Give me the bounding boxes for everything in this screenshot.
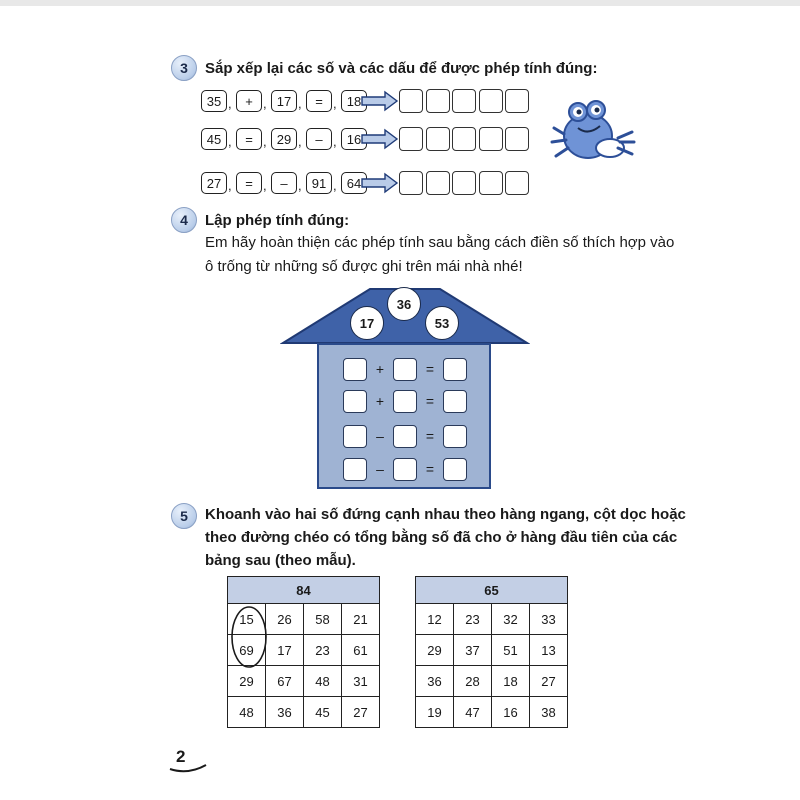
table-cell[interactable]: 31 (342, 666, 380, 697)
table-cell[interactable]: 38 (530, 697, 568, 728)
task-5-line-2: theo đường chéo có tổng bằng số đã cho ở hàng đầu tiên của các (205, 529, 678, 546)
comma-separator: , (263, 96, 267, 111)
house-answer-box[interactable] (343, 425, 367, 448)
answer-box[interactable] (479, 89, 503, 113)
answer-box[interactable] (399, 127, 423, 151)
table-cell[interactable]: 37 (454, 635, 492, 666)
right-arrow-icon (361, 90, 399, 112)
task-3-number: 3 (180, 60, 188, 76)
table-cell[interactable]: 67 (266, 666, 304, 697)
comma-separator: , (333, 178, 337, 193)
table-row (228, 666, 380, 697)
table-2-target: 65 (416, 577, 568, 604)
token-box: 35 (201, 90, 227, 112)
answer-box[interactable] (399, 171, 423, 195)
table-cell[interactable]: 23 (454, 604, 492, 635)
table-cell[interactable]: 23 (304, 635, 342, 666)
token-box: 27 (201, 172, 227, 194)
house-body (317, 343, 491, 489)
sum-table-2 (415, 576, 568, 728)
comma-separator: , (298, 134, 302, 149)
roof-number-3: 53 (425, 306, 459, 340)
page-number-swoosh (168, 745, 208, 775)
comma-separator: , (263, 134, 267, 149)
operator-sign: – (376, 428, 384, 444)
task-5-badge (171, 503, 197, 529)
table-cell[interactable]: 16 (492, 697, 530, 728)
house-answer-box[interactable] (393, 358, 417, 381)
table-cell[interactable]: 48 (304, 666, 342, 697)
table-cell[interactable]: 15 (228, 604, 266, 635)
token-box: 17 (271, 90, 297, 112)
answer-box[interactable] (426, 89, 450, 113)
table-cell[interactable]: 69 (228, 635, 266, 666)
table-cell[interactable]: 61 (342, 635, 380, 666)
comma-separator: , (298, 178, 302, 193)
answer-box[interactable] (479, 171, 503, 195)
task-3-badge (171, 55, 197, 81)
table-row (416, 635, 568, 666)
token-box: 16 (341, 128, 367, 150)
table-row (416, 697, 568, 728)
table-cell[interactable]: 17 (266, 635, 304, 666)
equals-sign: = (425, 428, 435, 444)
house-answer-box[interactable] (343, 390, 367, 413)
table-cell[interactable]: 12 (416, 604, 454, 635)
answer-box[interactable] (426, 127, 450, 151)
answer-box[interactable] (479, 127, 503, 151)
task-3-title: Sắp xếp lại các số và các dấu để được phép tính đúng: (205, 60, 598, 77)
frog-icon (548, 98, 638, 170)
table-cell[interactable]: 28 (454, 666, 492, 697)
answer-box[interactable] (399, 89, 423, 113)
comma-separator: , (333, 134, 337, 149)
equals-sign: = (425, 361, 435, 377)
table-cell[interactable]: 27 (342, 697, 380, 728)
task-5-line-3: bảng sau (theo mẫu). (205, 552, 356, 569)
table-cell[interactable]: 29 (416, 635, 454, 666)
token-box: = (306, 90, 332, 112)
roof-number-1: 36 (387, 287, 421, 321)
table-cell[interactable]: 36 (266, 697, 304, 728)
house-answer-box[interactable] (443, 390, 467, 413)
answer-box[interactable] (505, 89, 529, 113)
equals-sign: = (425, 393, 435, 409)
comma-separator: , (263, 178, 267, 193)
house-answer-box[interactable] (343, 458, 367, 481)
house-answer-box[interactable] (443, 358, 467, 381)
comma-separator: , (228, 178, 232, 193)
table-cell[interactable]: 27 (530, 666, 568, 697)
task-5-number: 5 (180, 508, 188, 524)
task-4-title: Lập phép tính đúng: (205, 212, 350, 229)
comma-separator: , (298, 96, 302, 111)
answer-box[interactable] (452, 127, 476, 151)
table-cell[interactable]: 48 (228, 697, 266, 728)
table-cell[interactable]: 36 (416, 666, 454, 697)
right-arrow-icon (361, 172, 399, 194)
house-answer-box[interactable] (443, 425, 467, 448)
comma-separator: , (333, 96, 337, 111)
operator-sign: + (375, 393, 385, 409)
table-cell[interactable]: 29 (228, 666, 266, 697)
token-box: 45 (201, 128, 227, 150)
token-box: = (236, 128, 262, 150)
table-cell[interactable]: 18 (492, 666, 530, 697)
token-box: 18 (341, 90, 367, 112)
comma-separator: , (228, 96, 232, 111)
token-box: 91 (306, 172, 332, 194)
answer-box[interactable] (452, 171, 476, 195)
table-cell[interactable]: 13 (530, 635, 568, 666)
roof-number-2: 17 (350, 306, 384, 340)
operator-sign: – (376, 461, 384, 477)
table-row (416, 666, 568, 697)
page-number: 2 (176, 747, 186, 766)
table-row (228, 697, 380, 728)
token-box: 29 (271, 128, 297, 150)
table-row (416, 604, 568, 635)
answer-box[interactable] (426, 171, 450, 195)
house-answer-box[interactable] (393, 458, 417, 481)
example-circle-mark (229, 604, 269, 670)
answer-box[interactable] (452, 89, 476, 113)
task-4-line-2: ô trống từ những số được ghi trên mái nhà nhé! (205, 258, 523, 275)
equals-sign: = (425, 461, 435, 477)
table-cell[interactable]: 45 (304, 697, 342, 728)
house-answer-box[interactable] (393, 390, 417, 413)
table-cell[interactable]: 21 (342, 604, 380, 635)
house-answer-box[interactable] (443, 458, 467, 481)
table-cell[interactable]: 33 (530, 604, 568, 635)
token-box: = (236, 172, 262, 194)
table-cell[interactable]: 47 (454, 697, 492, 728)
answer-box[interactable] (505, 127, 529, 151)
task-4-badge (171, 207, 197, 233)
token-box: + (236, 90, 262, 112)
comma-separator: , (228, 134, 232, 149)
house-answer-box[interactable] (343, 358, 367, 381)
task-4-number: 4 (180, 212, 188, 228)
table-1-target: 84 (228, 577, 380, 604)
table-cell[interactable]: 51 (492, 635, 530, 666)
table-cell[interactable]: 32 (492, 604, 530, 635)
house-answer-box[interactable] (393, 425, 417, 448)
token-box: – (271, 172, 297, 194)
table-cell[interactable]: 19 (416, 697, 454, 728)
right-arrow-icon (361, 128, 399, 150)
task-5-line-1: Khoanh vào hai số đứng cạnh nhau theo hàng ngang, cột dọc hoặc (205, 506, 686, 523)
table-cell[interactable]: 58 (304, 604, 342, 635)
table-cell[interactable]: 26 (266, 604, 304, 635)
token-box: – (306, 128, 332, 150)
task-4-line-1: Em hãy hoàn thiện các phép tính sau bằng cách điền số thích hợp vào (205, 234, 675, 251)
answer-box[interactable] (505, 171, 529, 195)
operator-sign: + (375, 361, 385, 377)
token-box: 64 (341, 172, 367, 194)
